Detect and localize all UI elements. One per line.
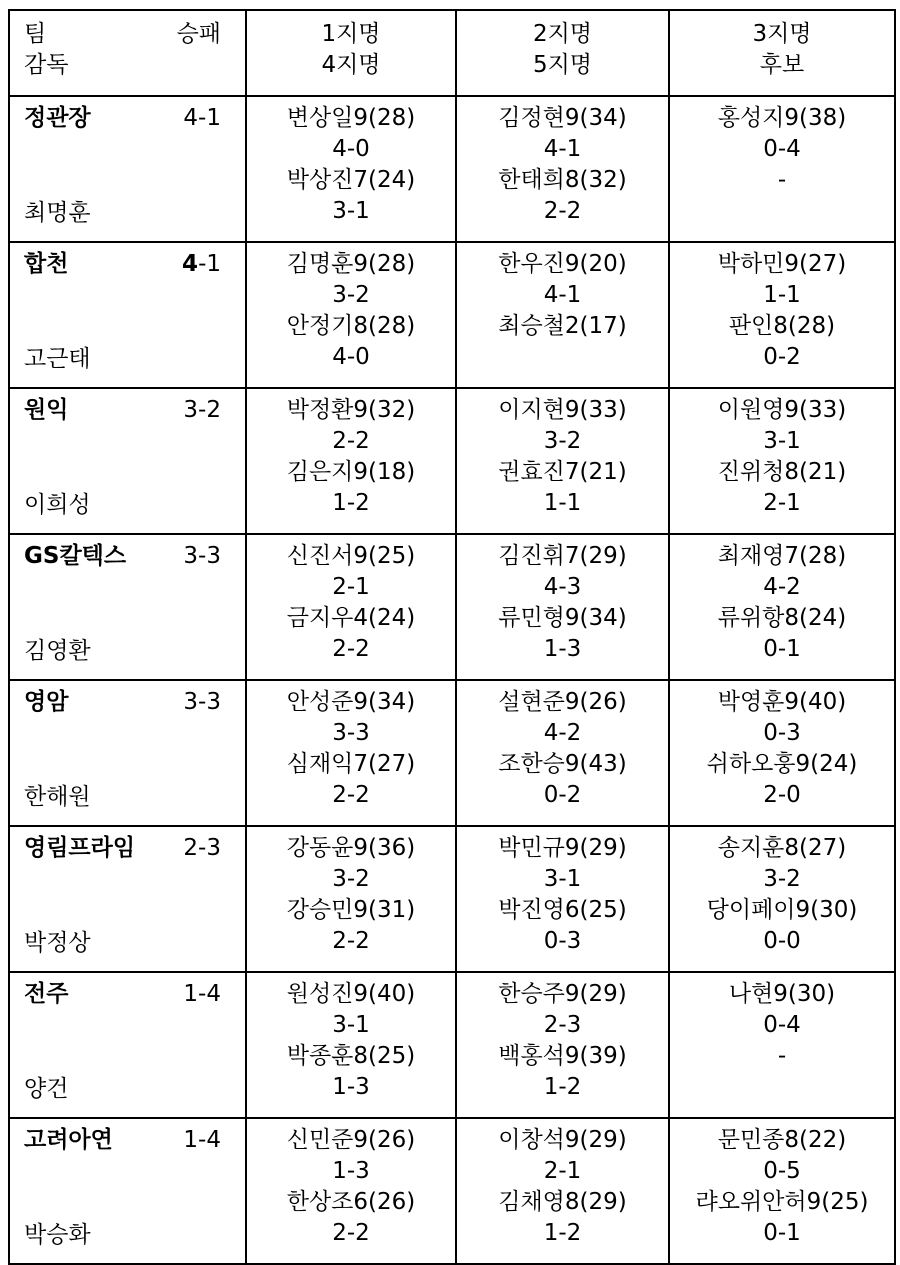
player-record: 3-1 <box>763 428 801 454</box>
player-record: 0-1 <box>763 636 801 662</box>
header-pick5-label: 5지명 <box>532 52 593 78</box>
player-record: 3-3 <box>332 720 370 746</box>
team-info <box>10 827 245 965</box>
player-record: 4-0 <box>332 136 370 162</box>
team-cell <box>9 972 246 1118</box>
header-team-label: 팀 <box>24 21 47 47</box>
player-record: 0-5 <box>763 1158 801 1184</box>
player-entry: 김명훈9(28) <box>286 251 416 277</box>
team-row <box>9 680 895 826</box>
team-manager: 이희성 <box>24 492 91 518</box>
player-entry: 금지우4(24) <box>286 605 416 631</box>
picks-cell <box>669 1118 895 1264</box>
team-info <box>10 1119 245 1257</box>
player-record: 2-3 <box>543 1012 582 1038</box>
team-cell <box>9 534 246 680</box>
player-entry: 한태희8(32) <box>498 167 627 193</box>
header-pick3-label: 3지명 <box>752 21 812 47</box>
team-manager: 김영환 <box>24 638 91 664</box>
player-record: 1-3 <box>543 636 582 662</box>
team-manager: 박승화 <box>24 1222 91 1248</box>
picks-cell <box>456 242 669 388</box>
team-name: 영림프라임 <box>24 835 136 861</box>
player-entry: 원성진9(40) <box>286 981 416 1007</box>
team-row <box>9 242 895 388</box>
header-reserve-label: 후보 <box>759 52 805 78</box>
player-record: 2-2 <box>332 636 370 662</box>
player-entry: 박상진7(24) <box>286 167 416 193</box>
team-manager: 고근태 <box>24 346 91 372</box>
team-record: 2-3 <box>183 835 221 861</box>
player-entry: 강승민9(31) <box>286 897 416 923</box>
player-record <box>670 1072 894 1103</box>
player-entry: 백홍석9(39) <box>498 1043 627 1069</box>
player-entry: 김은지9(18) <box>286 459 416 485</box>
picks-cell <box>456 96 669 242</box>
team-manager: 최명훈 <box>24 200 91 226</box>
player-entry: 안성준9(34) <box>286 689 416 715</box>
team-info <box>10 535 245 673</box>
player-record: 4-0 <box>332 344 370 370</box>
picks-cell <box>669 96 895 242</box>
player-entry: 박진영6(25) <box>498 897 627 923</box>
team-info <box>10 243 245 381</box>
player-record: 2-2 <box>332 928 370 954</box>
header-pick4-label: 4지명 <box>321 52 381 78</box>
player-record: 2-0 <box>763 782 801 808</box>
player-record: 1-2 <box>543 1074 582 1100</box>
picks-cell <box>246 242 456 388</box>
team-record: 1-4 <box>183 1127 221 1153</box>
player-record: 0-2 <box>763 344 801 370</box>
player-record: 2-1 <box>763 490 801 516</box>
team-info <box>10 97 245 235</box>
player-record: 4-1 <box>543 136 582 162</box>
player-record: 3-1 <box>543 866 582 892</box>
player-entry: - <box>777 1043 787 1069</box>
picks-cell <box>246 1118 456 1264</box>
player-entry: 설현준9(26) <box>498 689 627 715</box>
player-entry: 박민규9(29) <box>498 835 627 861</box>
picks-cell <box>669 534 895 680</box>
player-entry: 류위항8(24) <box>717 605 847 631</box>
player-entry: 박종훈8(25) <box>286 1043 416 1069</box>
team-row <box>9 1118 895 1264</box>
player-record: 3-1 <box>332 1012 370 1038</box>
player-entry: 류민형9(34) <box>498 605 627 631</box>
player-record: 2-2 <box>332 1220 370 1246</box>
team-name: GS칼텍스 <box>24 543 127 569</box>
team-cell <box>9 242 246 388</box>
player-record: 3-2 <box>332 866 370 892</box>
team-row <box>9 826 895 972</box>
player-entry: 박영훈9(40) <box>717 689 847 715</box>
player-record: 4-3 <box>543 574 582 600</box>
draft-table <box>8 9 896 1265</box>
team-cell <box>9 826 246 972</box>
header-pick2-cell <box>456 10 669 96</box>
header-pick2-label: 2지명 <box>532 21 593 47</box>
player-entry: 신진서9(25) <box>286 543 416 569</box>
player-entry: 최재영7(28) <box>717 543 847 569</box>
picks-cell <box>456 826 669 972</box>
player-entry: 조한승9(43) <box>498 751 627 777</box>
player-record: 2-1 <box>332 574 370 600</box>
player-record: 0-1 <box>763 1220 801 1246</box>
picks-cell <box>669 388 895 534</box>
player-entry: 김진휘7(29) <box>498 543 627 569</box>
picks-cell <box>246 826 456 972</box>
player-record <box>670 196 894 227</box>
player-record: 4-2 <box>763 574 801 600</box>
player-entry: 심재익7(27) <box>286 751 416 777</box>
player-record: 2-2 <box>543 198 582 224</box>
team-manager: 양건 <box>24 1076 69 1102</box>
team-record-highlight: 4 <box>182 251 199 277</box>
team-cell <box>9 96 246 242</box>
player-record <box>457 342 668 373</box>
team-name: 전주 <box>24 981 69 1007</box>
player-entry: 랴오위안허9(25) <box>695 1189 869 1215</box>
player-record: 3-2 <box>763 866 801 892</box>
player-record: 1-1 <box>763 282 801 308</box>
picks-cell <box>246 96 456 242</box>
player-record: 3-2 <box>543 428 582 454</box>
team-name: 정관장 <box>24 105 91 131</box>
team-record: 1-4 <box>183 981 221 1007</box>
player-entry: 이창석9(29) <box>498 1127 627 1153</box>
player-entry: 김정현9(34) <box>498 105 627 131</box>
team-cell <box>9 680 246 826</box>
player-entry: 홍성지9(38) <box>717 105 847 131</box>
team-record: 3-3 <box>183 689 221 715</box>
header-record-label: 승패 <box>176 21 221 47</box>
player-record: 3-2 <box>332 282 370 308</box>
picks-cell <box>669 826 895 972</box>
header-manager-label: 감독 <box>24 52 69 78</box>
player-entry: 이지현9(33) <box>498 397 627 423</box>
player-record: 0-0 <box>763 928 801 954</box>
player-record: 2-2 <box>332 782 370 808</box>
player-entry: 쉬하오훙9(24) <box>706 751 858 777</box>
player-entry: 문민종8(22) <box>717 1127 847 1153</box>
team-record: 4-1 <box>183 105 221 131</box>
player-entry: 송지훈8(27) <box>717 835 847 861</box>
player-entry: 당이페이9(30) <box>706 897 858 923</box>
player-record: 2-1 <box>543 1158 582 1184</box>
picks-cell <box>456 534 669 680</box>
picks-cell <box>669 680 895 826</box>
team-record: 3-3 <box>183 543 221 569</box>
picks-cell <box>246 972 456 1118</box>
player-record: 3-1 <box>332 198 370 224</box>
picks-cell <box>456 972 669 1118</box>
header-team-cell <box>9 10 246 96</box>
header-pick1-cell <box>246 10 456 96</box>
player-entry: 신민준9(26) <box>286 1127 416 1153</box>
player-entry: 최승철2(17) <box>498 313 627 339</box>
picks-cell <box>456 1118 669 1264</box>
header-pick3-cell <box>669 10 895 96</box>
picks-cell <box>246 680 456 826</box>
player-entry: 박하민9(27) <box>717 251 847 277</box>
team-name: 원익 <box>24 397 69 423</box>
picks-cell <box>246 534 456 680</box>
player-entry: 한승주9(29) <box>498 981 627 1007</box>
player-entry: - <box>777 167 787 193</box>
player-record: 4-1 <box>543 282 582 308</box>
player-entry: 변상일9(28) <box>286 105 416 131</box>
player-record: 1-2 <box>543 1220 582 1246</box>
picks-cell <box>669 972 895 1118</box>
header-row <box>9 10 895 96</box>
team-row <box>9 534 895 680</box>
player-record: 2-2 <box>332 428 370 454</box>
header-pick1-label: 1지명 <box>321 21 381 47</box>
picks-cell <box>456 388 669 534</box>
player-record: 0-4 <box>763 1012 801 1038</box>
team-manager: 박정상 <box>24 930 91 956</box>
team-name: 합천 <box>24 251 69 277</box>
team-name: 영암 <box>24 689 69 715</box>
player-entry: 김채영8(29) <box>498 1189 627 1215</box>
picks-cell <box>669 242 895 388</box>
team-name: 고려아연 <box>24 1127 113 1153</box>
player-entry: 한우진9(20) <box>498 251 627 277</box>
player-record: 0-3 <box>543 928 582 954</box>
player-record: 4-2 <box>543 720 582 746</box>
player-entry: 강동윤9(36) <box>286 835 416 861</box>
team-cell <box>9 1118 246 1264</box>
team-manager: 한해원 <box>24 784 91 810</box>
player-entry: 나현9(30) <box>728 981 836 1007</box>
player-record: 1-1 <box>543 490 582 516</box>
player-record: 0-4 <box>763 136 801 162</box>
team-info <box>10 973 245 1111</box>
team-row <box>9 388 895 534</box>
player-entry: 진위청8(21) <box>717 459 847 485</box>
player-entry: 이원영9(33) <box>717 397 847 423</box>
player-entry: 한상조6(26) <box>286 1189 416 1215</box>
player-record: 0-3 <box>763 720 801 746</box>
player-entry: 권효진7(21) <box>498 459 627 485</box>
team-record: 3-2 <box>183 397 221 423</box>
player-record: 1-3 <box>332 1074 370 1100</box>
player-record: 1-2 <box>332 490 370 516</box>
team-record <box>182 249 221 280</box>
team-record-rest: -1 <box>198 251 221 277</box>
team-info <box>10 681 245 819</box>
player-entry: 안정기8(28) <box>286 313 416 339</box>
team-info <box>10 389 245 527</box>
team-row <box>9 972 895 1118</box>
team-cell <box>9 388 246 534</box>
team-row <box>9 96 895 242</box>
player-record: 1-3 <box>332 1158 370 1184</box>
player-entry: 판인8(28) <box>728 313 836 339</box>
player-entry: 박정환9(32) <box>286 397 416 423</box>
picks-cell <box>246 388 456 534</box>
player-record: 0-2 <box>543 782 582 808</box>
picks-cell <box>456 680 669 826</box>
